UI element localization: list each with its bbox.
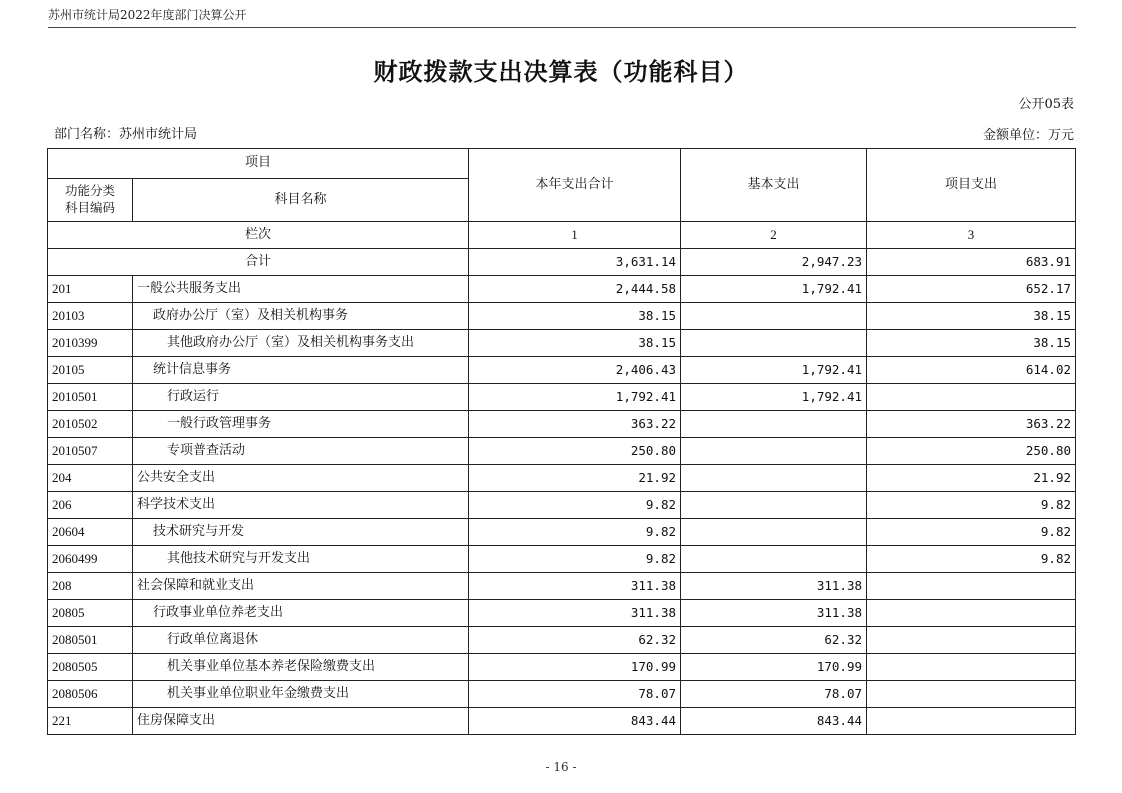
- header-subject-name: 科目名称: [133, 179, 469, 222]
- table-row: [48, 546, 1076, 573]
- header-basic: 基本支出: [681, 149, 867, 222]
- row-project: [867, 627, 1076, 654]
- header-project: 项目: [48, 149, 469, 179]
- row-subject-name: 公共安全支出: [133, 465, 469, 492]
- column-index-3: 3: [867, 222, 1076, 249]
- table-code: 公开05表: [1018, 97, 1074, 112]
- row-project: 38.15: [867, 330, 1076, 357]
- amount-unit: 金额单位：万元: [982, 128, 1074, 143]
- row-project: [867, 600, 1076, 627]
- header-func-code: 功能分类 科目编码: [48, 179, 133, 222]
- row-subject-name: 一般公共服务支出: [133, 276, 469, 303]
- row-code: 221: [48, 708, 133, 735]
- header-row-1: [48, 149, 1076, 179]
- row-code: 2010399: [48, 330, 133, 357]
- table-row: [48, 492, 1076, 519]
- row-project: 9.82: [867, 492, 1076, 519]
- total-basic-value: 2,947.23: [681, 249, 867, 276]
- row-subject-name: 机关事业单位基本养老保险缴费支出: [133, 654, 469, 681]
- row-basic: 1,792.41: [681, 384, 867, 411]
- row-total: 311.38: [469, 573, 681, 600]
- column-index-2: 2: [681, 222, 867, 249]
- row-project: 21.92: [867, 465, 1076, 492]
- row-basic: 1,792.41: [681, 357, 867, 384]
- table-row: [48, 600, 1076, 627]
- row-total: 843.44: [469, 708, 681, 735]
- row-project: 9.82: [867, 546, 1076, 573]
- table-row: [48, 654, 1076, 681]
- row-code: 20805: [48, 600, 133, 627]
- row-code: 201: [48, 276, 133, 303]
- row-code: 2080505: [48, 654, 133, 681]
- column-label: 栏次: [48, 222, 469, 249]
- row-subject-name: 住房保障支出: [133, 708, 469, 735]
- running-header: 苏州市统计局2022年度部门决算公开: [48, 8, 247, 22]
- table-row: [48, 573, 1076, 600]
- row-basic: 78.07: [681, 681, 867, 708]
- row-basic: [681, 438, 867, 465]
- row-project: 250.80: [867, 438, 1076, 465]
- row-total: 9.82: [469, 492, 681, 519]
- row-code: 2080501: [48, 627, 133, 654]
- row-subject-name: 专项普查活动: [133, 438, 469, 465]
- row-total: 363.22: [469, 411, 681, 438]
- row-code: 206: [48, 492, 133, 519]
- row-subject-name: 科学技术支出: [133, 492, 469, 519]
- header-total: 本年支出合计: [469, 149, 681, 222]
- row-subject-name: 统计信息事务: [133, 357, 469, 384]
- row-basic: [681, 411, 867, 438]
- row-subject-name: 行政运行: [133, 384, 469, 411]
- row-total: 78.07: [469, 681, 681, 708]
- row-project: 9.82: [867, 519, 1076, 546]
- row-code: 20105: [48, 357, 133, 384]
- row-basic: 170.99: [681, 654, 867, 681]
- total-project-value: 683.91: [867, 249, 1076, 276]
- total-row: [48, 249, 1076, 276]
- row-subject-name: 其他政府办公厅（室）及相关机构事务支出: [133, 330, 469, 357]
- row-total: 38.15: [469, 303, 681, 330]
- row-basic: [681, 546, 867, 573]
- row-total: 170.99: [469, 654, 681, 681]
- row-project: [867, 681, 1076, 708]
- row-basic: [681, 303, 867, 330]
- table-row: [48, 411, 1076, 438]
- column-index-1: 1: [469, 222, 681, 249]
- total-value: 3,631.14: [469, 249, 681, 276]
- table-row: [48, 465, 1076, 492]
- row-subject-name: 一般行政管理事务: [133, 411, 469, 438]
- row-code: 2010501: [48, 384, 133, 411]
- table-row: [48, 357, 1076, 384]
- row-basic: [681, 330, 867, 357]
- header-project-expenditure: 项目支出: [867, 149, 1076, 222]
- row-subject-name: 技术研究与开发: [133, 519, 469, 546]
- column-index-row: [48, 222, 1076, 249]
- row-subject-name: 其他技术研究与开发支出: [133, 546, 469, 573]
- row-code: 204: [48, 465, 133, 492]
- table-row: [48, 681, 1076, 708]
- row-total: 1,792.41: [469, 384, 681, 411]
- row-code: 208: [48, 573, 133, 600]
- row-total: 2,444.58: [469, 276, 681, 303]
- row-code: 2010502: [48, 411, 133, 438]
- row-project: [867, 573, 1076, 600]
- row-subject-name: 政府办公厅（室）及相关机构事务: [133, 303, 469, 330]
- row-code: 20103: [48, 303, 133, 330]
- row-project: 363.22: [867, 411, 1076, 438]
- table-row: [48, 627, 1076, 654]
- row-basic: 311.38: [681, 573, 867, 600]
- row-basic: 62.32: [681, 627, 867, 654]
- row-project: 38.15: [867, 303, 1076, 330]
- table-row: [48, 519, 1076, 546]
- row-basic: [681, 492, 867, 519]
- table-row: [48, 303, 1076, 330]
- row-total: 62.32: [469, 627, 681, 654]
- department-name: 部门名称：苏州市统计局: [54, 127, 198, 142]
- row-code: 2010507: [48, 438, 133, 465]
- row-total: 9.82: [469, 546, 681, 573]
- row-total: 250.80: [469, 438, 681, 465]
- row-basic: [681, 519, 867, 546]
- row-subject-name: 机关事业单位职业年金缴费支出: [133, 681, 469, 708]
- row-subject-name: 行政事业单位养老支出: [133, 600, 469, 627]
- row-code: 20604: [48, 519, 133, 546]
- row-project: [867, 654, 1076, 681]
- table-row: [48, 438, 1076, 465]
- row-basic: 311.38: [681, 600, 867, 627]
- row-project: [867, 384, 1076, 411]
- total-label: 合计: [48, 249, 469, 276]
- row-basic: 843.44: [681, 708, 867, 735]
- row-total: 9.82: [469, 519, 681, 546]
- table-row: [48, 708, 1076, 735]
- page-number: - 16 -: [545, 760, 577, 774]
- row-total: 311.38: [469, 600, 681, 627]
- row-basic: [681, 465, 867, 492]
- row-basic: 1,792.41: [681, 276, 867, 303]
- row-code: 2080506: [48, 681, 133, 708]
- row-total: 21.92: [469, 465, 681, 492]
- row-total: 38.15: [469, 330, 681, 357]
- row-project: [867, 708, 1076, 735]
- row-subject-name: 行政单位离退休: [133, 627, 469, 654]
- header-rule: [48, 27, 1076, 28]
- row-project: 614.02: [867, 357, 1076, 384]
- table-row: [48, 330, 1076, 357]
- row-total: 2,406.43: [469, 357, 681, 384]
- table-row: [48, 384, 1076, 411]
- row-subject-name: 社会保障和就业支出: [133, 573, 469, 600]
- expenditure-table: [47, 148, 1076, 735]
- table-row: [48, 276, 1076, 303]
- document-title: 财政拨款支出决算表（功能科目）: [373, 58, 749, 86]
- row-project: 652.17: [867, 276, 1076, 303]
- row-code: 2060499: [48, 546, 133, 573]
